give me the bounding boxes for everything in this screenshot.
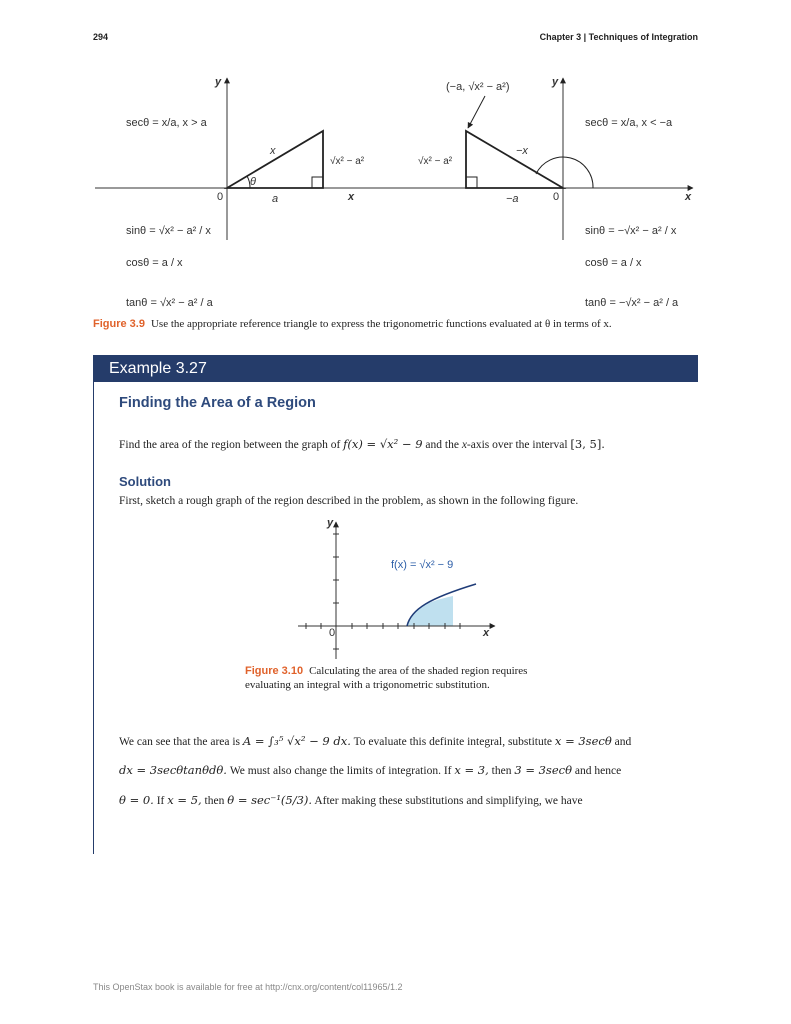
example-left-rule (93, 382, 94, 854)
line1-mid: To evaluate this definite integral, substitute (353, 736, 553, 748)
area-integral: A = ∫₃⁵ √x² − 9 dx. (242, 734, 351, 748)
left-cos: cosθ = a / x (126, 257, 183, 269)
x-equals-5: x = 5, (167, 793, 202, 807)
problem-interval: [3, 5]. (570, 437, 605, 451)
page-number: 294 (93, 32, 109, 42)
line2-text: We must also change the limits of integration. If (229, 765, 452, 777)
left-origin: 0 (217, 191, 224, 203)
shaded-region (407, 596, 453, 626)
line3-post: After making these substitutions and simplifying, we have (314, 795, 583, 807)
solution-intro: First, sketch a rough graph of the region described in the problem, as shown in the following figure. (119, 495, 579, 507)
line2-then: then (491, 765, 512, 777)
right-opp-label: √x² − a² (418, 156, 453, 167)
theta-arcsec: θ = sec⁻¹(5/3). (227, 793, 313, 807)
example-banner-title: Example 3.27 (109, 360, 207, 377)
fig2-origin: 0 (329, 627, 336, 639)
body-line-3 (119, 793, 674, 807)
left-angle-label: θ (250, 176, 256, 188)
line3-if: If (156, 795, 165, 807)
left-opp-label: √x² − a² (330, 156, 365, 167)
x-equals-3: x = 3, (454, 763, 489, 777)
substitution: x = 3secθ (554, 734, 612, 748)
problem-pre: Find the area of the region between the graph of (119, 439, 341, 451)
right-point-label: (−a, √x² − a²) (446, 81, 510, 93)
right-sec: secθ = x/a, x < −a (585, 117, 673, 129)
fig2-function-label: f(x) = √x² − 9 (391, 559, 454, 571)
example-banner (93, 355, 698, 382)
figure-3-9-caption (93, 318, 713, 330)
caption-text: Use the appropriate reference triangle to express the trigonometric functions evaluated at θ in terms of x. (150, 318, 612, 330)
caption-text: Calculating the area of the shaded region requires evaluating an integral with a trigonometric substitution. (245, 665, 528, 691)
right-hyp-label: −x (516, 145, 528, 157)
solution-heading: Solution (119, 474, 171, 489)
line2-hence: and hence (574, 765, 622, 777)
caption-label: Figure 3.10 (245, 665, 304, 677)
problem-statement (119, 437, 605, 451)
line3-then: then (204, 795, 225, 807)
right-cos: cosθ = a / x (585, 257, 642, 269)
dx-substitution: dx = 3secθtanθdθ. (119, 763, 227, 777)
line1-and: and (614, 736, 632, 748)
chapter-header: Chapter 3 | Techniques of Integration (539, 32, 698, 42)
caption-label: Figure 3.9 (93, 318, 145, 330)
problem-mid: and the (425, 439, 459, 451)
left-hyp-label: x (270, 145, 276, 157)
fig2-y-axis-label: y (327, 517, 334, 529)
problem-function: f(x) = √x² − 9 (343, 437, 423, 451)
left-sec: secθ = x/a, x > a (126, 117, 207, 129)
problem-post: -axis over the interval (466, 439, 568, 451)
right-y-axis-label: y (552, 76, 559, 88)
left-adj-label: a (272, 193, 279, 205)
left-sin: sinθ = √x² − a² / x (126, 225, 211, 237)
figure-3-10-caption (245, 664, 565, 692)
figure-3-9 (90, 68, 700, 318)
left-x-axis-label: x (348, 191, 355, 203)
limit-equation: 3 = 3secθ (514, 763, 572, 777)
right-x-axis-label: x (685, 191, 692, 203)
right-adj-label: −a (506, 193, 519, 205)
problem-var: x (461, 439, 467, 451)
left-tan: tanθ = √x² − a² / a (126, 297, 213, 309)
body-line-1 (119, 734, 674, 748)
right-tan: tanθ = −√x² − a² / a (585, 297, 679, 309)
right-origin: 0 (553, 191, 560, 203)
theta-zero: θ = 0. (119, 793, 154, 807)
footer: This OpenStax book is available for free at http://cnx.org/content/col11965/1.2 (93, 982, 403, 992)
line1-pre: We can see that the area is (119, 736, 241, 748)
example-title: Finding the Area of a Region (119, 395, 316, 411)
right-sin: sinθ = −√x² − a² / x (585, 225, 677, 237)
fig2-x-axis-label: x (483, 627, 490, 639)
left-y-axis-label: y (215, 76, 222, 88)
figure-3-10 (290, 514, 500, 664)
body-line-2 (119, 763, 674, 777)
